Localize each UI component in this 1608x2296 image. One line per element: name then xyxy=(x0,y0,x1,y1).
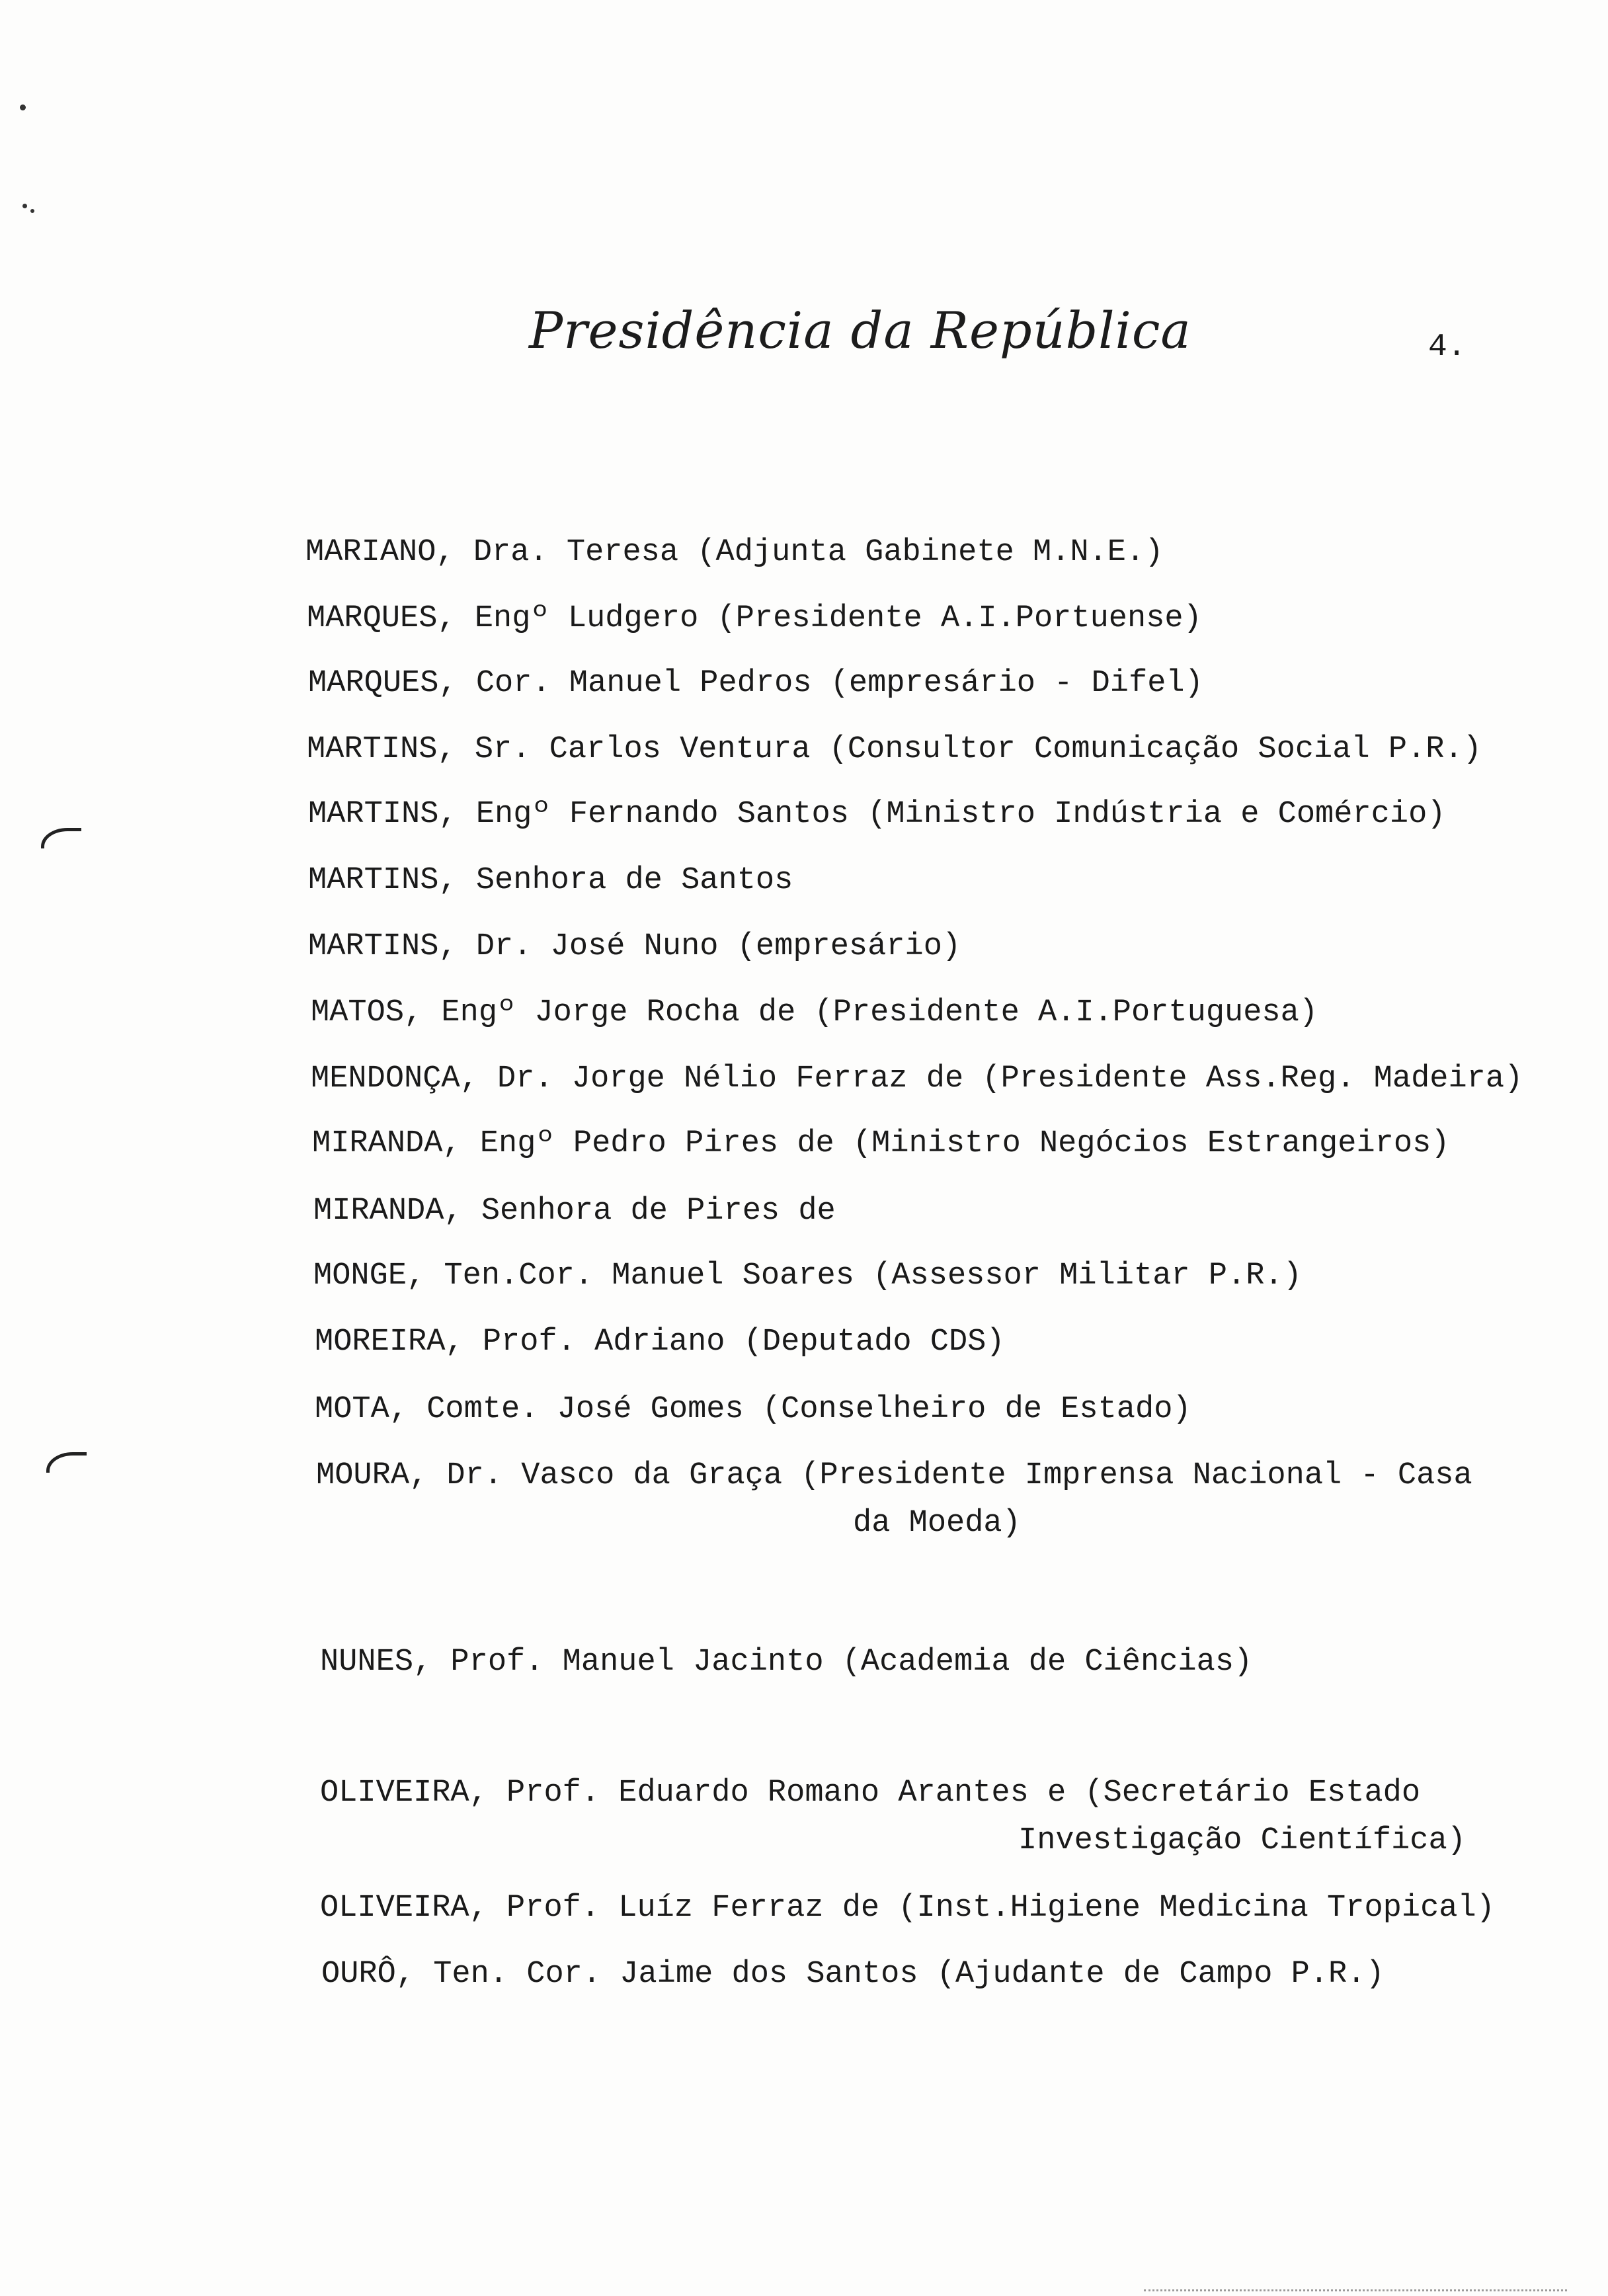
list-item: MIRANDA, Senhora de Pires de xyxy=(313,1194,836,1229)
list-item: NUNES, Prof. Manuel Jacinto (Academia de Ciências) xyxy=(320,1645,1253,1680)
list-item xyxy=(320,1770,1466,1858)
scan-speck xyxy=(20,104,26,110)
list-item: MARTINS, Engº Fernando Santos (Ministro Indústria e Comércio) xyxy=(308,797,1446,832)
page-number: 4. xyxy=(1428,329,1467,365)
list-item: OLIVEIRA, Prof. Luíz Ferraz de (Inst.Higiene Medicina Tropical) xyxy=(320,1891,1495,1926)
list-item: MARQUES, Engº Ludgero (Presidente A.I.Portuense) xyxy=(307,601,1202,636)
list-item: MARTINS, Senhora de Santos xyxy=(308,863,793,898)
list-item-text: MOURA, Dr. Vasco da Graça (Presidente Imprensa Nacional - Casa xyxy=(316,1458,1472,1493)
list-item: MENDONÇA, Dr. Jorge Nélio Ferraz de (Presidente Ass.Reg. Madeira) xyxy=(311,1061,1523,1096)
scan-speck xyxy=(30,209,34,213)
list-item: OURÔ, Ten. Cor. Jaime dos Santos (Ajudante de Campo P.R.) xyxy=(321,1957,1385,1992)
list-item: MARTINS, Sr. Carlos Ventura (Consultor Comunicação Social P.R.) xyxy=(307,732,1482,767)
list-item-text: OLIVEIRA, Prof. Eduardo Romano Arantes e (Secretário Estado xyxy=(320,1776,1421,1811)
scan-speck xyxy=(22,204,27,208)
list-item: MONGE, Ten.Cor. Manuel Soares (Assessor Militar P.R.) xyxy=(313,1258,1302,1293)
list-item: MOTA, Comte. José Gomes (Conselheiro de Estado) xyxy=(315,1392,1191,1427)
list-item: MARTINS, Dr. José Nuno (empresário) xyxy=(308,929,961,964)
list-item: MOREIRA, Prof. Adriano (Deputado CDS) xyxy=(315,1325,1005,1360)
margin-mark xyxy=(46,1452,87,1473)
scan-edge-line xyxy=(1144,2289,1567,2293)
letterhead-title: Presidência da República xyxy=(529,301,1191,360)
list-item xyxy=(316,1452,1472,1541)
margin-mark xyxy=(41,828,81,848)
list-item: MARIANO, Dra. Teresa (Adjunta Gabinete M.N.E.) xyxy=(305,535,1164,570)
list-item: MIRANDA, Engº Pedro Pires de (Ministro Negócios Estrangeiros) xyxy=(312,1126,1450,1161)
list-item: MARQUES, Cor. Manuel Pedros (empresário - Difel) xyxy=(308,666,1203,701)
list-item-continuation: da Moeda) xyxy=(853,1506,1021,1541)
list-item-continuation: Investigação Científica) xyxy=(1018,1823,1466,1858)
list-item: MATOS, Engº Jorge Rocha de (Presidente A.I.Portuguesa) xyxy=(311,995,1318,1030)
